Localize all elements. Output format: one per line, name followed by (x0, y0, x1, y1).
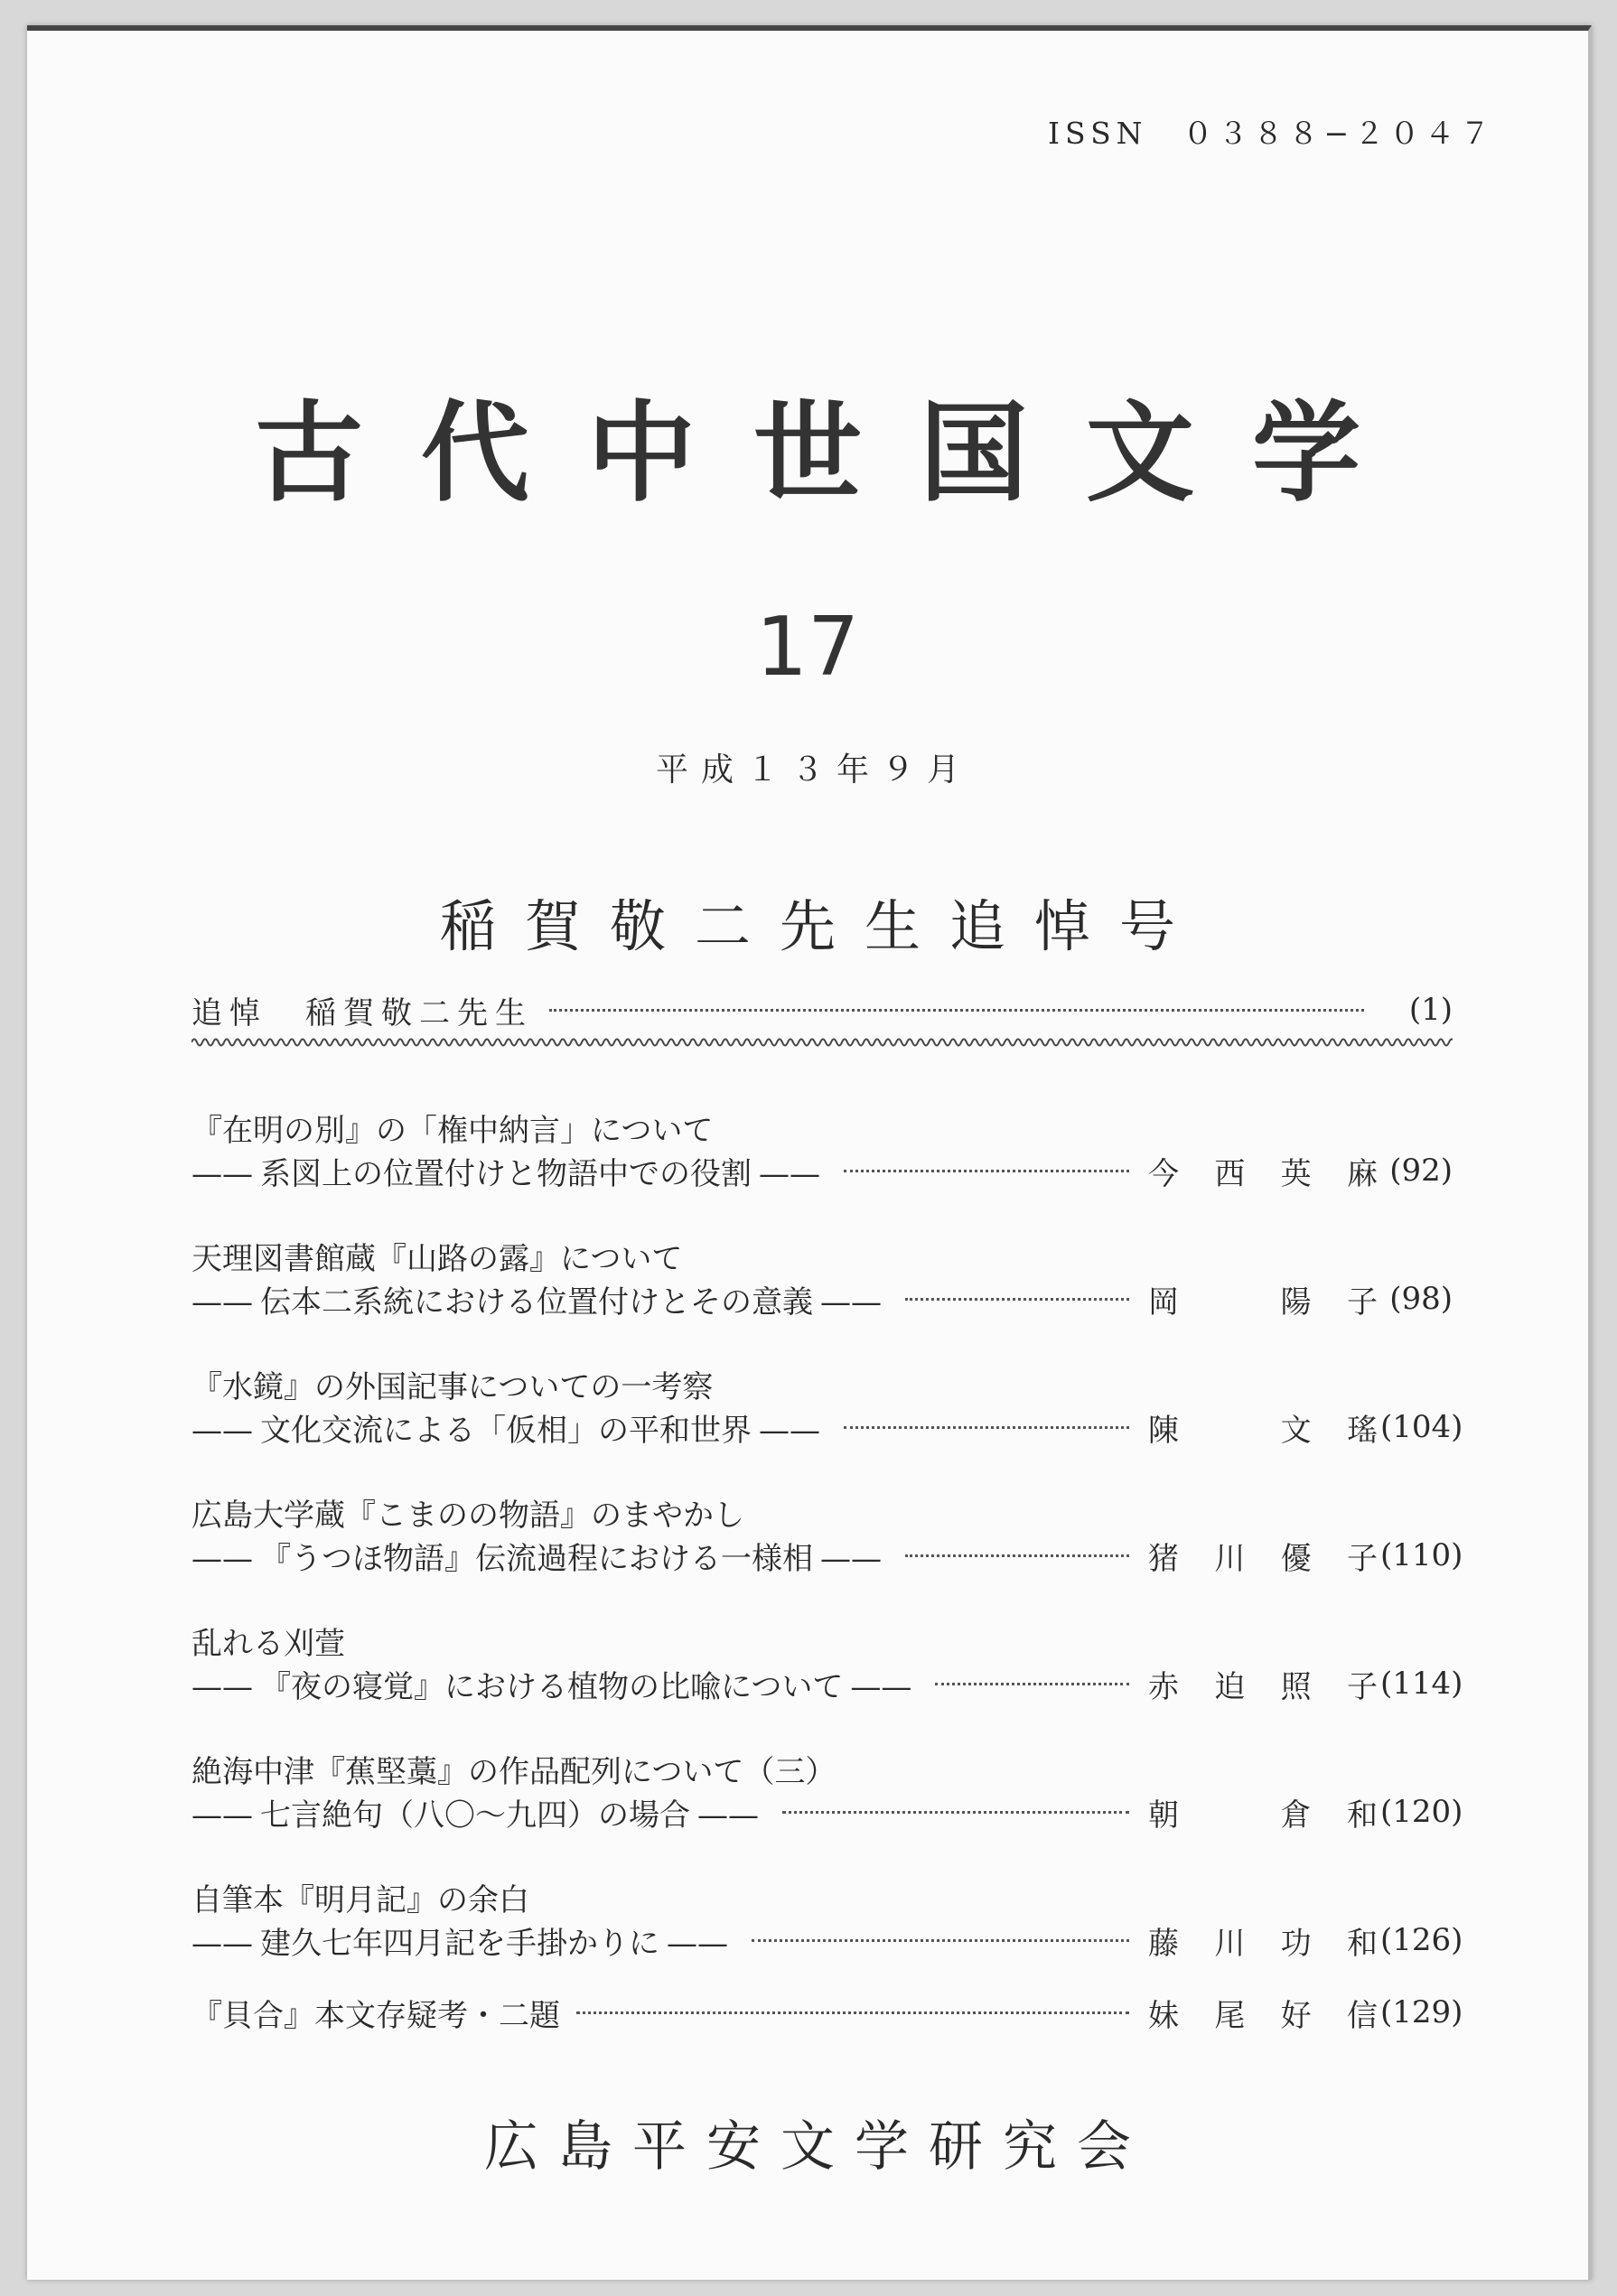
dash-mark: —— (192, 1540, 253, 1577)
article-subtitle (192, 1662, 919, 1706)
article-author: 藤 川 功 和 (1148, 1925, 1378, 1962)
leader-dots (752, 1939, 1129, 1942)
dash-mark: —— (192, 1412, 253, 1449)
article-title: 『貝合』本文存疑考・二題 (192, 1997, 560, 2034)
article-title: 絶海中津『蕉堅藁』の作品配列について（三） (192, 1754, 837, 1790)
article-subtitle (192, 1534, 889, 1578)
leader-dots (782, 1811, 1129, 1814)
leader-dots (576, 2011, 1129, 2014)
article-author: 赤 迫 照 子 (1148, 1668, 1378, 1705)
wavy-divider (192, 1035, 1453, 1050)
article-subtitle (192, 1405, 827, 1450)
memorial-entry (192, 990, 1453, 1030)
dash-mark: —— (697, 1797, 759, 1834)
article-title: 自筆本『明月記』の余白 (192, 1882, 529, 1918)
volume-number: 17 (755, 600, 860, 695)
article-title: 天理図書館蔵『山路の露』について (192, 1241, 683, 1277)
toc-entry (192, 1535, 1463, 1577)
publisher-name: 広島平安文学研究会 (484, 2115, 1151, 2179)
leader-dots (935, 1683, 1129, 1685)
publication-date: 平成１３年９月 (655, 751, 972, 789)
dash-mark: —— (820, 1540, 882, 1577)
dash-mark: —— (192, 1797, 253, 1834)
article-subtitle-text: 七言絶句（八〇〜九四）の場合 (260, 1797, 690, 1834)
article-subtitle-text: 伝本二系統における位置付けとその意義 (260, 1283, 813, 1321)
leader-dots (905, 1298, 1129, 1301)
dash-mark: —— (820, 1283, 882, 1321)
article-author: 猪 川 優 子 (1148, 1540, 1378, 1577)
article-subtitle-text: 『夜の寝覚』における植物の比喩について (260, 1668, 844, 1705)
toc-entry (192, 1279, 1453, 1319)
dash-mark: —— (759, 1412, 820, 1449)
article-subtitle-text: 『うつほ物語』伝流過程における一様相 (260, 1540, 813, 1577)
dash-mark: —— (192, 1668, 253, 1705)
dash-mark: —— (759, 1155, 820, 1192)
article-subtitle (192, 1790, 766, 1834)
article-title: 『水鏡』の外国記事についての一考察 (192, 1369, 714, 1405)
article-author: 岡 陽 子 (1148, 1283, 1378, 1321)
article-author: 朝 倉 和 (1148, 1797, 1378, 1834)
page-number: (126) (1380, 1922, 1463, 1958)
article-author: 陳 文 瑤 (1148, 1412, 1378, 1449)
journal-title: 古代中世国文学 (255, 391, 1418, 517)
dash-mark: —— (192, 1155, 253, 1192)
toc-entry (192, 1993, 1463, 2034)
toc-entry (192, 1664, 1463, 1705)
article-title: 乱れる刈萱 (192, 1626, 345, 1662)
article-subtitle-text: 系図上の位置付けと物語中での役割 (260, 1155, 752, 1192)
toc-entry (192, 1407, 1463, 1449)
page-number: (92) (1389, 1153, 1453, 1189)
article-subtitle (192, 1149, 827, 1193)
leader-dots (844, 1170, 1129, 1172)
memorial-entry-label: 追悼 稲賀敬二先生 (192, 994, 533, 1031)
leader-dots (905, 1554, 1129, 1557)
article-author: 今 西 英 麻 (1148, 1155, 1378, 1192)
leader-dots (549, 1009, 1364, 1012)
article-subtitle (192, 1277, 889, 1321)
page-number: (1) (1408, 992, 1453, 1028)
article-title: 『在明の別』の「権中納言」について (192, 1113, 714, 1149)
dash-mark: —— (192, 1925, 253, 1962)
page-number: (129) (1380, 1994, 1463, 2030)
article-author: 妹 尾 好 信 (1148, 1997, 1378, 2034)
article-subtitle-text: 文化交流による「仮相」の平和世界 (260, 1412, 752, 1449)
toc-entry (192, 1792, 1463, 1834)
toc-entry (192, 1920, 1463, 1962)
page-number: (114) (1380, 1666, 1463, 1702)
dash-mark: —— (667, 1925, 728, 1962)
journal-cover (27, 25, 1592, 2280)
page-number: (98) (1389, 1281, 1453, 1317)
article-subtitle (192, 1918, 735, 1963)
memorial-issue-title: 稲賀敬二先生追悼号 (439, 893, 1204, 959)
toc-entry (192, 1151, 1453, 1190)
issn-number: ISSN ０３８８−２０４７ (1048, 116, 1496, 151)
article-title: 広島大学蔵『こまのの物語』のまやかし (192, 1498, 744, 1534)
page-number: (110) (1380, 1537, 1463, 1573)
dash-mark: —— (850, 1668, 912, 1705)
page-number: (104) (1380, 1409, 1463, 1445)
article-subtitle-text: 建久七年四月記を手掛かりに (260, 1925, 659, 1962)
page-number: (120) (1380, 1794, 1463, 1830)
leader-dots (844, 1426, 1129, 1429)
dash-mark: —— (192, 1283, 253, 1321)
